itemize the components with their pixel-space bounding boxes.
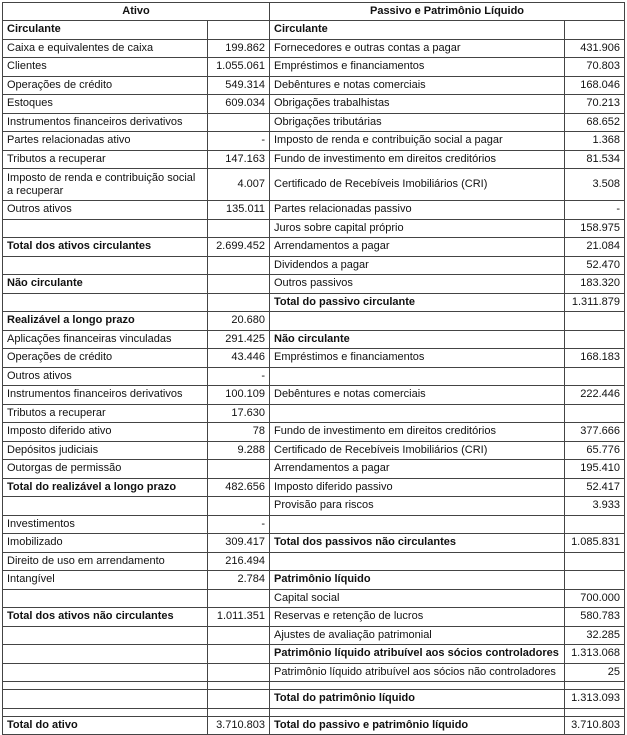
ativo-value-cell [208,708,270,716]
passivo-label-cell: Não circulante [270,330,565,349]
table-row [3,58,625,77]
ativo-value-cell [208,460,270,479]
passivo-value-cell: 65.776 [565,441,625,460]
passivo-value-cell: 1.311.879 [565,293,625,312]
ativo-value-cell: 147.163 [208,150,270,169]
table-row [3,95,625,114]
passivo-label-cell: Certificado de Recebíveis Imobiliários (CRI) [270,441,565,460]
passivo-value-cell: 377.666 [565,423,625,442]
ativo-value-cell: - [208,132,270,151]
ativo-label-cell: Não circulante [3,275,208,294]
passivo-value-cell: 3.933 [565,497,625,516]
passivo-value-cell [565,515,625,534]
passivo-label-cell [270,552,565,571]
ativo-value-cell [208,663,270,682]
table-row [3,275,625,294]
ativo-label-cell [3,589,208,608]
ativo-label-cell: Instrumentos financeiros derivativos [3,386,208,405]
table-row [3,312,625,331]
passivo-value-cell: 68.652 [565,113,625,132]
ativo-value-cell: 309.417 [208,534,270,553]
balance-sheet-table [2,2,625,735]
passivo-label-cell: Total do passivo circulante [270,293,565,312]
passivo-label-cell [270,708,565,716]
table-row [3,534,625,553]
ativo-value-cell: 549.314 [208,76,270,95]
ativo-label-cell [3,690,208,709]
passivo-value-cell: 3.710.803 [565,716,625,735]
ativo-label-cell: Aplicações financeiras vinculadas [3,330,208,349]
passivo-label-cell: Partes relacionadas passivo [270,201,565,220]
passivo-value-cell: 52.470 [565,256,625,275]
ativo-label-cell [3,663,208,682]
ativo-label-cell [3,645,208,664]
passivo-value-cell: 81.534 [565,150,625,169]
passivo-value-cell [565,571,625,590]
ativo-label-cell [3,626,208,645]
ativo-label-cell: Direito de uso em arrendamento [3,552,208,571]
ativo-value-cell [208,589,270,608]
passivo-label-cell: Total do passivo e patrimônio líquido [270,716,565,735]
ativo-value-cell: 216.494 [208,552,270,571]
passivo-label-cell: Provisão para riscos [270,497,565,516]
ativo-label-cell: Operações de crédito [3,76,208,95]
passivo-value-cell [565,330,625,349]
ativo-value-cell [208,219,270,238]
table-row [3,349,625,368]
passivo-value-cell: 70.213 [565,95,625,114]
passivo-label-cell: Dividendos a pagar [270,256,565,275]
ativo-value-cell [208,21,270,40]
passivo-value-cell: 25 [565,663,625,682]
passivo-label-cell: Patrimônio líquido atribuível aos sócios não controladores [270,663,565,682]
passivo-value-cell: 1.368 [565,132,625,151]
ativo-label-cell: Imobilizado [3,534,208,553]
ativo-value-cell: 1.011.351 [208,608,270,627]
passivo-label-cell: Total dos passivos não circulantes [270,534,565,553]
passivo-label-cell: Fundo de investimento em direitos creditórios [270,423,565,442]
passivo-label-cell: Obrigações tributárias [270,113,565,132]
ativo-label-cell: Realizável a longo prazo [3,312,208,331]
ativo-value-cell: 3.710.803 [208,716,270,735]
passivo-value-cell: 168.183 [565,349,625,368]
passivo-label-cell: Patrimônio líquido atribuível aos sócios controladores [270,645,565,664]
ativo-value-cell: 482.656 [208,478,270,497]
passivo-label-cell: Patrimônio líquido [270,571,565,590]
ativo-label-cell: Clientes [3,58,208,77]
passivo-label-cell [270,682,565,690]
passivo-label-cell: Certificado de Recebíveis Imobiliários (CRI) [270,169,565,201]
passivo-value-cell: 222.446 [565,386,625,405]
table-row [3,589,625,608]
table-row [3,386,625,405]
passivo-value-cell: 431.906 [565,39,625,58]
ativo-value-cell: 135.011 [208,201,270,220]
table-row [3,478,625,497]
ativo-value-cell: 100.109 [208,386,270,405]
table-row [3,682,625,690]
ativo-value-cell: 291.425 [208,330,270,349]
ativo-label-cell: Total dos ativos não circulantes [3,608,208,627]
ativo-label-cell: Outorgas de permissão [3,460,208,479]
table-row [3,645,625,664]
table-row [3,423,625,442]
table-row [3,76,625,95]
passivo-value-cell [565,404,625,423]
ativo-label-cell [3,219,208,238]
passivo-value-cell: 1.313.068 [565,645,625,664]
passivo-value-cell: 580.783 [565,608,625,627]
passivo-value-cell: 21.084 [565,238,625,257]
ativo-value-cell [208,682,270,690]
passivo-value-cell: 158.975 [565,219,625,238]
passivo-value-cell: 3.508 [565,169,625,201]
table-row [3,150,625,169]
table-row [3,169,625,201]
header-ativo: Ativo [3,3,270,21]
ativo-label-cell: Tributos a recuperar [3,150,208,169]
ativo-label-cell [3,497,208,516]
ativo-label-cell: Total do ativo [3,716,208,735]
passivo-label-cell: Ajustes de avaliação patrimonial [270,626,565,645]
table-header-row [3,3,625,21]
passivo-value-cell: 700.000 [565,589,625,608]
passivo-label-cell: Empréstimos e financiamentos [270,58,565,77]
passivo-value-cell [565,312,625,331]
ativo-label-cell: Outros ativos [3,201,208,220]
ativo-label-cell: Estoques [3,95,208,114]
ativo-value-cell: 2.699.452 [208,238,270,257]
table-row [3,441,625,460]
table-row [3,330,625,349]
ativo-value-cell [208,690,270,709]
table-row [3,219,625,238]
ativo-label-cell: Investimentos [3,515,208,534]
passivo-value-cell: 195.410 [565,460,625,479]
ativo-label-cell: Depósitos judiciais [3,441,208,460]
ativo-value-cell [208,645,270,664]
passivo-label-cell [270,367,565,386]
ativo-value-cell: 78 [208,423,270,442]
ativo-label-cell: Caixa e equivalentes de caixa [3,39,208,58]
passivo-label-cell: Fundo de investimento em direitos creditórios [270,150,565,169]
passivo-label-cell: Reservas e retenção de lucros [270,608,565,627]
table-row [3,367,625,386]
table-row [3,571,625,590]
passivo-value-cell: 32.285 [565,626,625,645]
passivo-label-cell: Imposto diferido passivo [270,478,565,497]
passivo-label-cell: Obrigações trabalhistas [270,95,565,114]
table-row [3,113,625,132]
passivo-label-cell: Fornecedores e outras contas a pagar [270,39,565,58]
header-passivo: Passivo e Patrimônio Líquido [270,3,625,21]
passivo-value-cell: 1.085.831 [565,534,625,553]
ativo-value-cell: - [208,367,270,386]
passivo-value-cell [565,708,625,716]
ativo-label-cell [3,293,208,312]
ativo-value-cell [208,113,270,132]
passivo-value-cell: - [565,201,625,220]
ativo-label-cell [3,708,208,716]
passivo-value-cell [565,682,625,690]
ativo-value-cell [208,497,270,516]
passivo-label-cell: Juros sobre capital próprio [270,219,565,238]
ativo-value-cell: - [208,515,270,534]
table-row [3,626,625,645]
table-row [3,708,625,716]
table-row [3,608,625,627]
ativo-label-cell: Tributos a recuperar [3,404,208,423]
passivo-value-cell: 70.803 [565,58,625,77]
ativo-value-cell [208,256,270,275]
passivo-label-cell: Total do patrimônio líquido [270,690,565,709]
table-row [3,293,625,312]
table-row [3,460,625,479]
table-row [3,552,625,571]
passivo-label-cell: Imposto de renda e contribuição social a pagar [270,132,565,151]
table-row [3,690,625,709]
ativo-value-cell: 2.784 [208,571,270,590]
passivo-value-cell [565,552,625,571]
table-row [3,256,625,275]
ativo-value-cell: 1.055.061 [208,58,270,77]
ativo-value-cell: 609.034 [208,95,270,114]
ativo-value-cell: 20.680 [208,312,270,331]
ativo-value-cell [208,275,270,294]
ativo-value-cell: 43.446 [208,349,270,368]
passivo-label-cell: Empréstimos e financiamentos [270,349,565,368]
passivo-value-cell: 168.046 [565,76,625,95]
ativo-label-cell: Intangível [3,571,208,590]
ativo-label-cell: Operações de crédito [3,349,208,368]
passivo-value-cell: 1.313.093 [565,690,625,709]
passivo-label-cell: Debêntures e notas comerciais [270,386,565,405]
table-row [3,716,625,735]
ativo-value-cell: 17.630 [208,404,270,423]
ativo-label-cell: Outros ativos [3,367,208,386]
passivo-label-cell: Capital social [270,589,565,608]
ativo-label-cell: Total dos ativos circulantes [3,238,208,257]
passivo-label-cell [270,515,565,534]
ativo-label-cell: Instrumentos financeiros derivativos [3,113,208,132]
table-row [3,515,625,534]
passivo-label-cell [270,312,565,331]
ativo-label-cell: Total do realizável a longo prazo [3,478,208,497]
ativo-label-cell [3,256,208,275]
passivo-label-cell: Outros passivos [270,275,565,294]
table-row [3,404,625,423]
ativo-label-cell: Partes relacionadas ativo [3,132,208,151]
table-row [3,663,625,682]
ativo-value-cell: 4.007 [208,169,270,201]
passivo-value-cell [565,367,625,386]
table-body [3,21,625,735]
table-row [3,21,625,40]
passivo-label-cell [270,404,565,423]
ativo-label-cell: Imposto diferido ativo [3,423,208,442]
table-row [3,201,625,220]
ativo-label-cell [3,682,208,690]
passivo-label-cell: Debêntures e notas comerciais [270,76,565,95]
table-row [3,497,625,516]
table-row [3,39,625,58]
ativo-value-cell: 199.862 [208,39,270,58]
passivo-value-cell: 52.417 [565,478,625,497]
passivo-value-cell: 183.320 [565,275,625,294]
ativo-label-cell: Imposto de renda e contribuição social a recuperar [3,169,208,201]
passivo-label-cell: Circulante [270,21,565,40]
table-row [3,238,625,257]
table-row [3,132,625,151]
ativo-value-cell [208,293,270,312]
passivo-label-cell: Arrendamentos a pagar [270,238,565,257]
passivo-label-cell: Arrendamentos a pagar [270,460,565,479]
ativo-value-cell: 9.288 [208,441,270,460]
ativo-label-cell: Circulante [3,21,208,40]
ativo-value-cell [208,626,270,645]
passivo-value-cell [565,21,625,40]
